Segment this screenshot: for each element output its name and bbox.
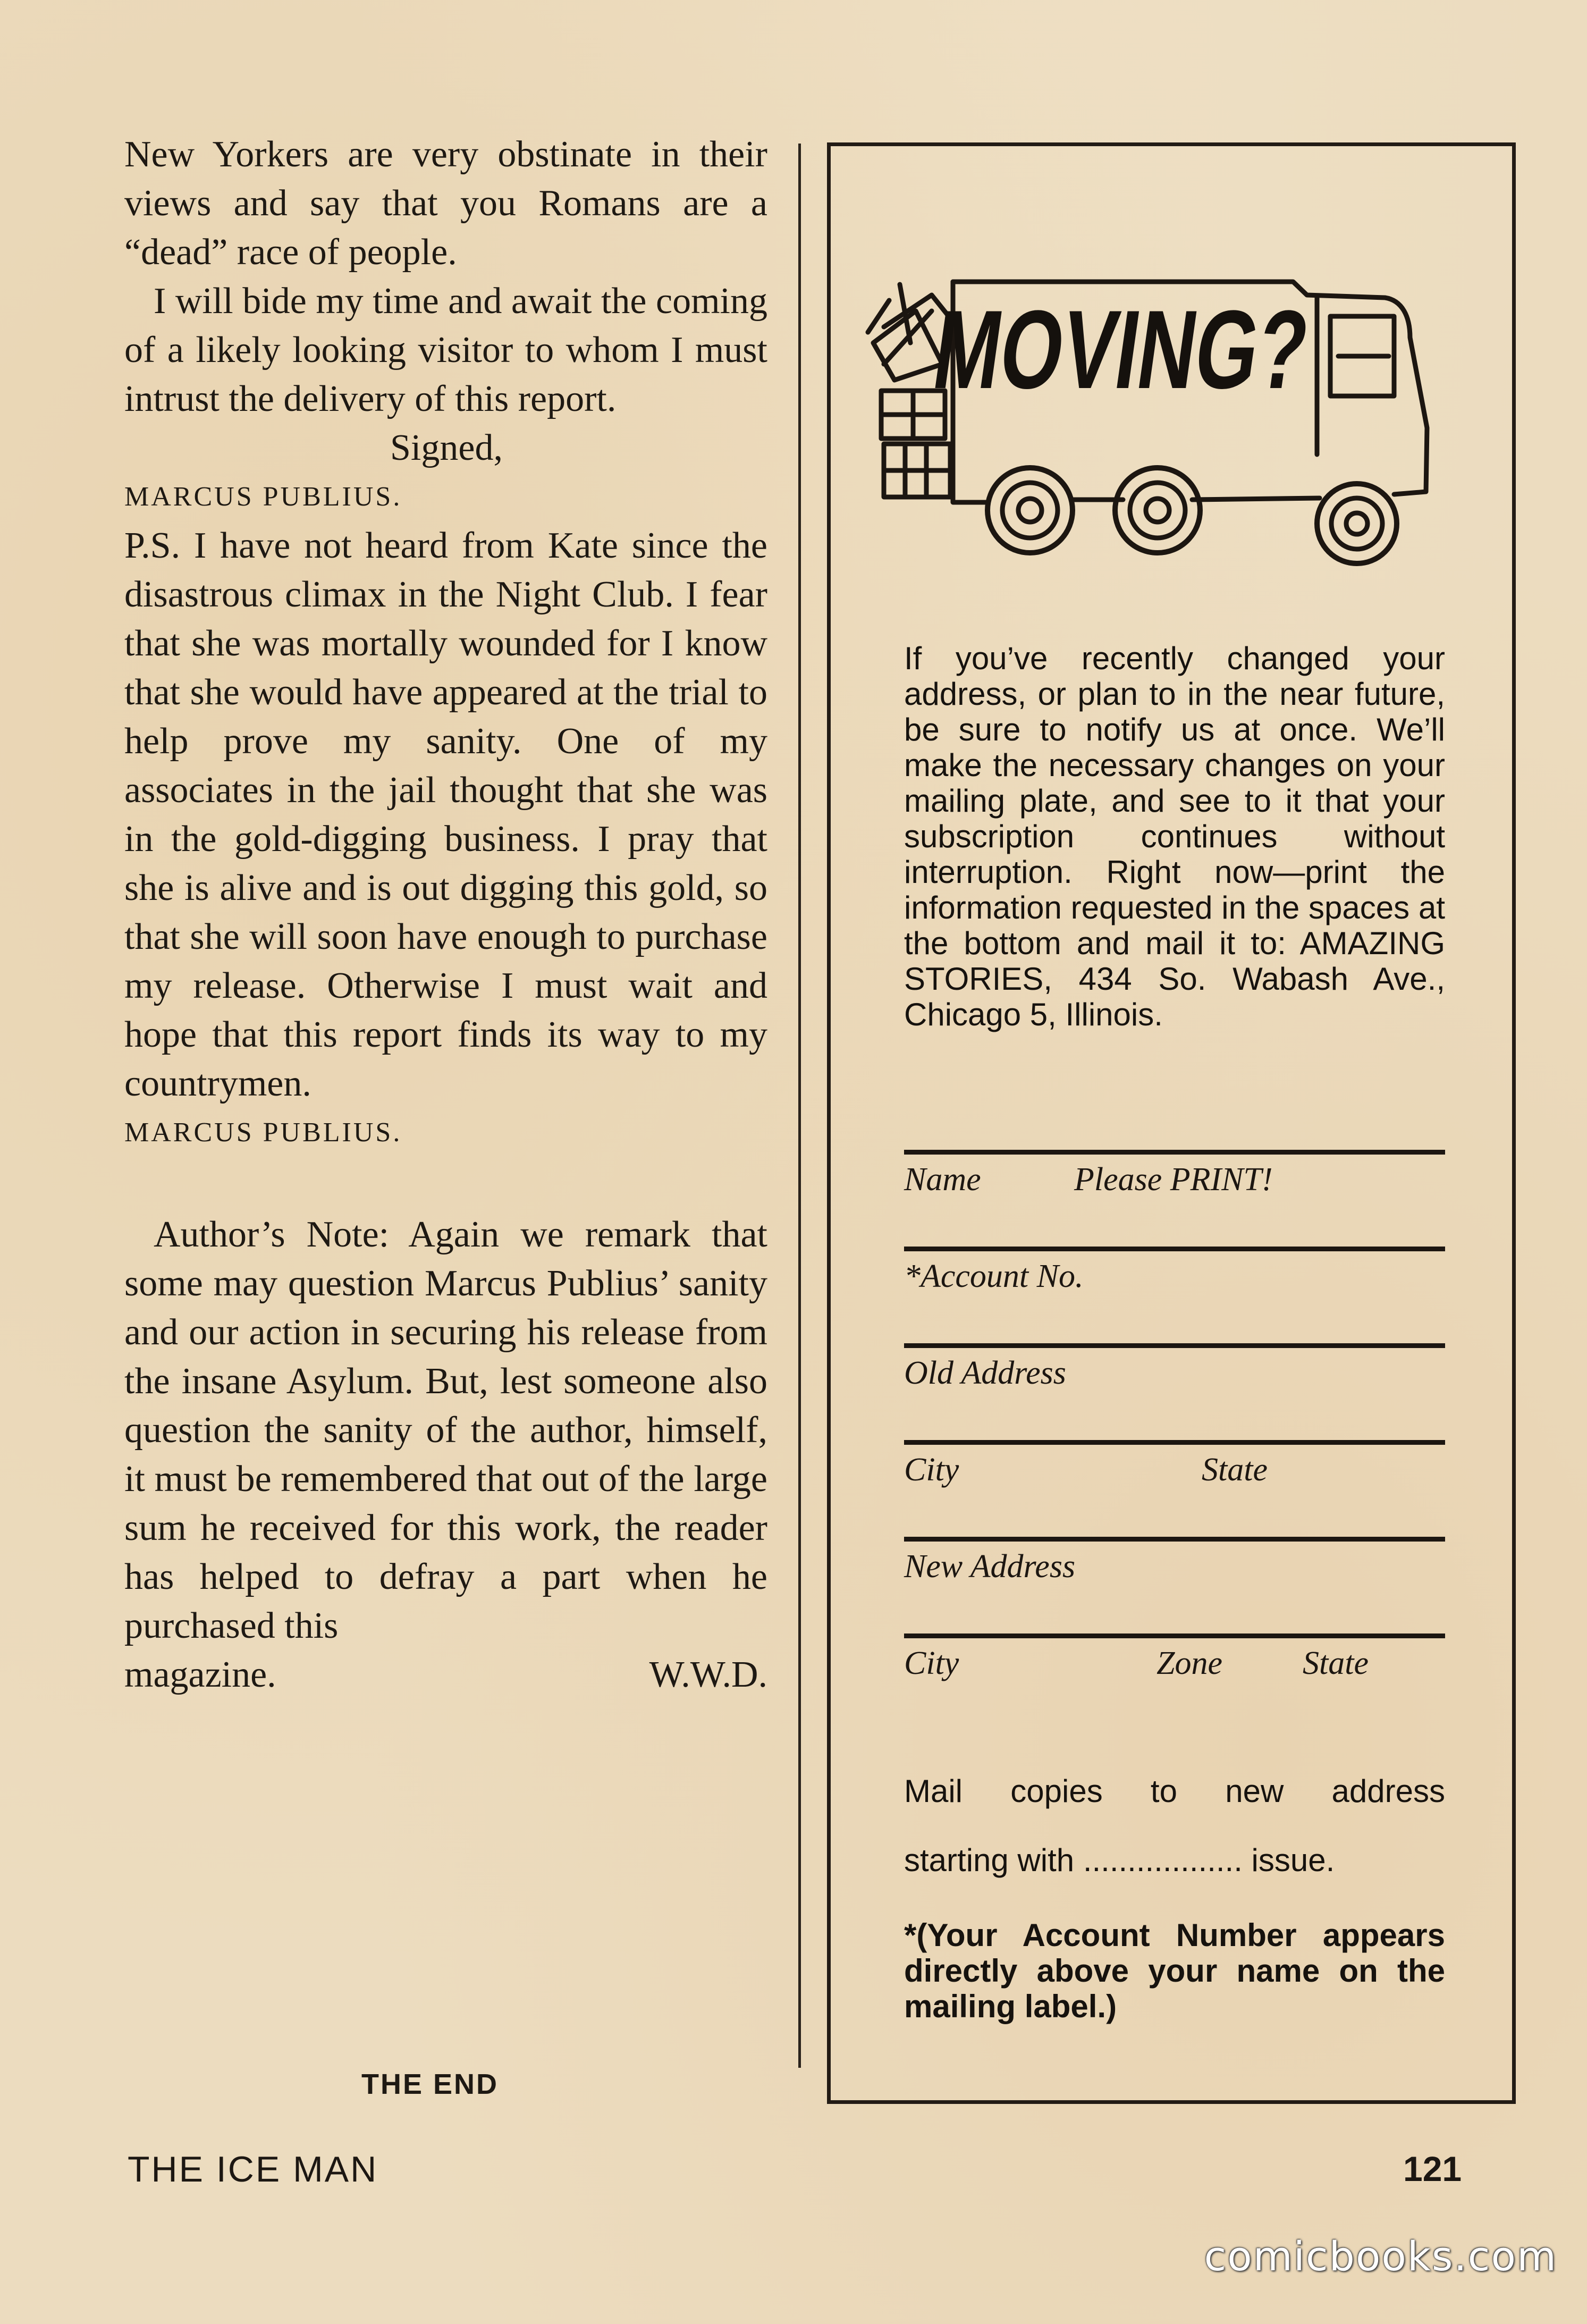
mail-copies-word: address	[1331, 1773, 1445, 1809]
form-label-old-address: Old Address	[904, 1355, 1066, 1391]
authors-note-closing	[124, 1651, 767, 1699]
mail-copies-end: issue.	[1251, 1842, 1335, 1878]
page-number: 121	[1403, 2149, 1462, 2188]
signed-line: Signed,	[390, 427, 503, 468]
form-label-state: State	[1202, 1452, 1268, 1488]
form-label-new-address: New Address	[904, 1548, 1076, 1585]
form-row-account	[904, 1247, 1445, 1343]
form-label-city: City	[904, 1645, 959, 1681]
story-paragraph: I will bide my time and await the coming of a likely looking visitor to whom I must intrust the delivery of this report.	[124, 281, 767, 419]
the-end-label: THE END	[361, 2068, 499, 2100]
form-label-name: Name	[904, 1161, 981, 1198]
mail-copies-word: Mail	[904, 1773, 963, 1809]
form-row-city-state-old	[904, 1440, 1445, 1537]
form-row-old-address	[904, 1343, 1445, 1440]
moving-ad-body: If you’ve recently changed your address, or plan to in the near future, be sure to notify us at once. We’ll make the necessary changes on your mailing plate, and see to it that your subscription continues without interruption. Right now—print the information requested in the spaces at the bottom and mail it to: AMAZING STORIES, 434 So. Wabash Ave., Chicago 5, Illinois.	[904, 641, 1445, 1032]
running-title: THE ICE MAN	[128, 2149, 378, 2190]
story-paragraph: New Yorkers are very obstinate in their views and say that you Romans are a “dead” race of people.	[124, 134, 767, 273]
form-label-please-print: Please PRINT!	[1074, 1161, 1273, 1198]
moving-headline: MOVING?	[926, 287, 1465, 412]
mail-copies-start: starting with	[904, 1842, 1075, 1878]
postscript-paragraph: P.S. I have not heard from Kate since the disastrous climax in the Night Club. I fear that she was mortally wounded for I know that she would have appeared at the trial to help prove my sanity. One of my associates in the jail thought that she was in the gold-digging business. I pray that she is alive and is out digging this gold, so that she will soon have enough to purchase my release. Otherwise I must wait and hope that this report finds its way to my countrymen.	[124, 525, 767, 1104]
mail-copies-word: to	[1150, 1773, 1177, 1809]
mail-copies-word: new	[1225, 1773, 1284, 1809]
signature-marcus-publius: MARCUS PUBLIUS.	[124, 1117, 402, 1148]
author-initials: W.W.D.	[649, 1654, 767, 1695]
form-label-zone: Zone	[1157, 1645, 1222, 1681]
account-number-footnote: *(Your Account Number appears directly above your name on the mailing label.)	[904, 1917, 1445, 2024]
watermark: comicbooks.com	[1204, 2233, 1557, 2280]
authors-note-paragraph: Author’s Note: Again we remark that some may question Marcus Publius’ sanity and our action in securing his release from the insane Asylum. But, lest someone also question the sanity of the author, himself, it must be remembered that out of the large sum he received for this work, the reader has helped to defray a part when he purchased this	[124, 1214, 767, 1646]
form-label-state: State	[1303, 1645, 1369, 1681]
column-divider	[798, 144, 801, 2068]
authors-note-last-word: magazine.	[124, 1654, 276, 1695]
moving-truck-illustration	[852, 205, 1490, 683]
issue-fill-in-blank: ..................	[1083, 1842, 1243, 1878]
moving-ad-box	[827, 142, 1516, 2104]
mail-copies-word: copies	[1010, 1773, 1103, 1809]
form-label-city: City	[904, 1452, 959, 1488]
story-column	[124, 130, 767, 1699]
form-row-city-zone-state-new	[904, 1633, 1445, 1730]
form-label-account-no: *Account No.	[904, 1258, 1084, 1294]
form-row-new-address	[904, 1537, 1445, 1633]
mail-copies-line-2	[904, 1826, 1445, 1895]
mail-copies-instruction	[904, 1757, 1445, 1895]
address-change-form	[904, 1150, 1445, 1730]
mail-copies-line-1	[904, 1757, 1445, 1826]
form-row-name	[904, 1150, 1445, 1247]
signature-marcus-publius: MARCUS PUBLIUS.	[124, 482, 402, 512]
